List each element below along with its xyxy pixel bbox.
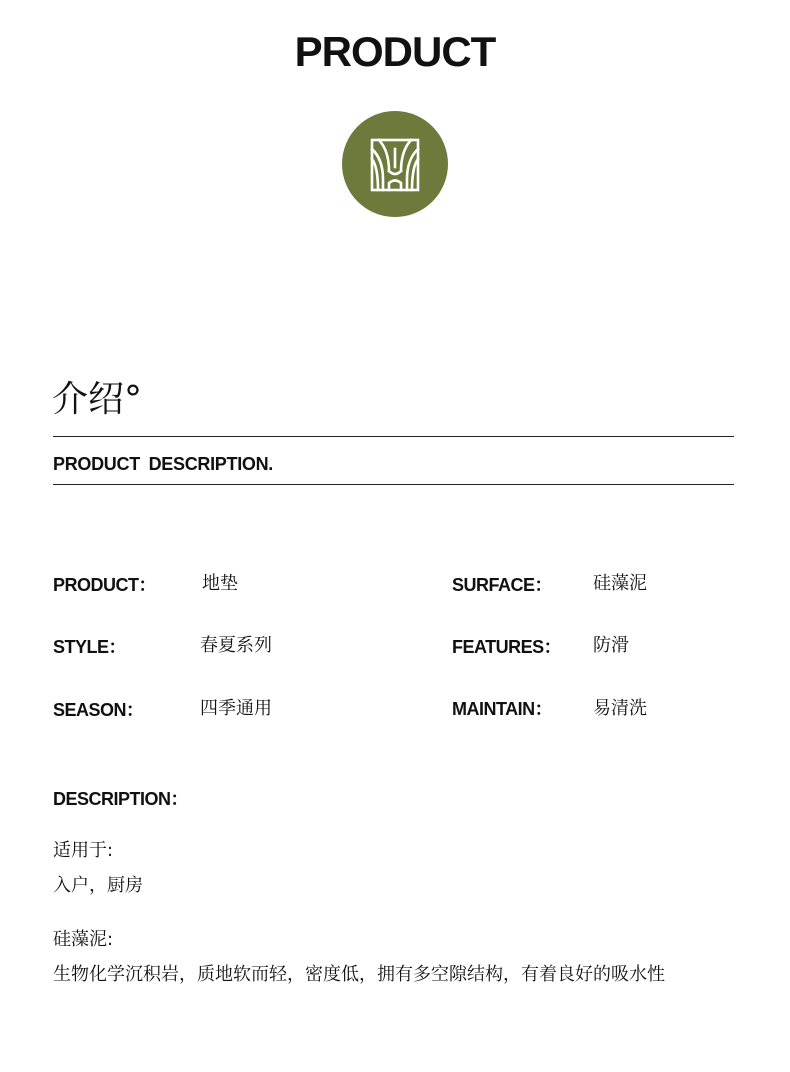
spec-style-value: 春夏系列	[200, 635, 272, 656]
spec-features-label: FEATURES：	[452, 637, 562, 657]
material-title: 硅藻泥:	[53, 929, 114, 950]
usage-text: 入户，厨房	[53, 875, 143, 896]
spec-product-label: PRODUCT：	[53, 575, 156, 595]
spec-surface-label: SURFACE：	[452, 575, 553, 595]
spec-surface-value: 硅藻泥	[593, 573, 647, 594]
spec-features-value: 防滑	[593, 635, 629, 656]
spec-maintain-value: 易清洗	[593, 698, 647, 719]
product-description-subheading: PRODUCT DESCRIPTION.	[53, 454, 274, 474]
description-label: DESCRIPTION：	[53, 789, 189, 809]
spec-season-label: SEASON：	[53, 700, 144, 720]
intro-heading: 介绍°	[52, 379, 143, 420]
page-title: PRODUCT	[294, 28, 496, 75]
spec-maintain-label: MAINTAIN：	[452, 699, 553, 719]
curtain-portrait-icon	[369, 137, 421, 193]
divider-bottom	[53, 484, 734, 485]
spec-season-value: 四季通用	[200, 698, 272, 719]
spec-style-label: STYLE：	[53, 637, 127, 657]
usage-title: 适用于:	[53, 840, 114, 861]
divider-top	[53, 436, 734, 437]
spec-product-value: 地垫	[202, 573, 238, 594]
material-text: 生物化学沉积岩，质地软而轻，密度低，拥有多空隙结构，有着良好的吸水性	[53, 964, 665, 985]
brand-logo	[342, 111, 448, 217]
